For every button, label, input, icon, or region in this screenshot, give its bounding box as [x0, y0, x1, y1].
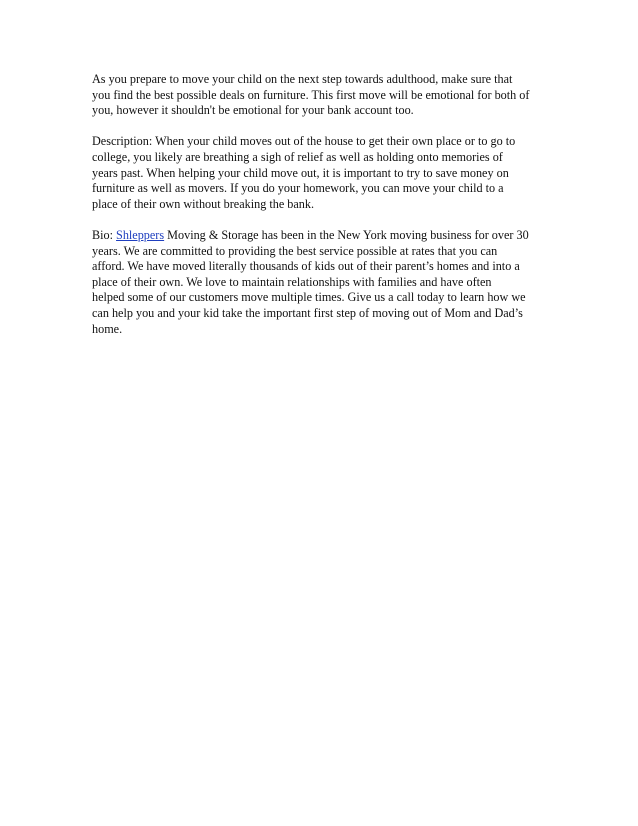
description-paragraph	[92, 134, 550, 212]
description-line: Description: When your child moves out of the house to get their own place or to go to	[92, 134, 516, 149]
intro-paragraph	[92, 72, 550, 119]
bio-paragraph	[92, 228, 550, 337]
intro-line: As you prepare to move your child on the next step towards adulthood, make sure that	[92, 72, 513, 86]
intro-line: you, however it shouldn't be emotional for your bank account too.	[92, 103, 414, 118]
bio-line: years. We are committed to providing the best service possible at rates that you can	[92, 243, 498, 258]
description-line: furniture as well as movers. If you do your homework, you can move your child to a	[92, 181, 504, 196]
bio-first-line	[92, 228, 550, 244]
description-line: place of their own without breaking the bank.	[92, 196, 315, 211]
description-line: years past. When helping your child move out, it is important to try to save money on	[92, 165, 509, 180]
bio-line: home.	[92, 321, 123, 336]
bio-line: helped some of our customers move multiple times. Give us a call today to learn how we	[92, 290, 526, 305]
bio-prefix: Bio:	[92, 227, 117, 242]
bio-line: afford. We have moved literally thousands of kids out of their parent’s homes and into a	[92, 259, 520, 274]
bio-first-line-rest: Moving & Storage has been in the New York moving business for over 30	[164, 227, 529, 242]
intro-line: you find the best possible deals on furniture. This first move will be emotional for both of	[92, 87, 530, 102]
shleppers-link[interactable]: Shleppers	[116, 227, 165, 242]
document-body	[92, 72, 550, 353]
bio-line: place of their own. We love to maintain relationships with families and have often	[92, 274, 492, 289]
description-line: college, you likely are breathing a sigh of relief as well as holding onto memories of	[92, 149, 503, 164]
bio-line: can help you and your kid take the important first step of moving out of Mom and Dad’s	[92, 305, 523, 320]
